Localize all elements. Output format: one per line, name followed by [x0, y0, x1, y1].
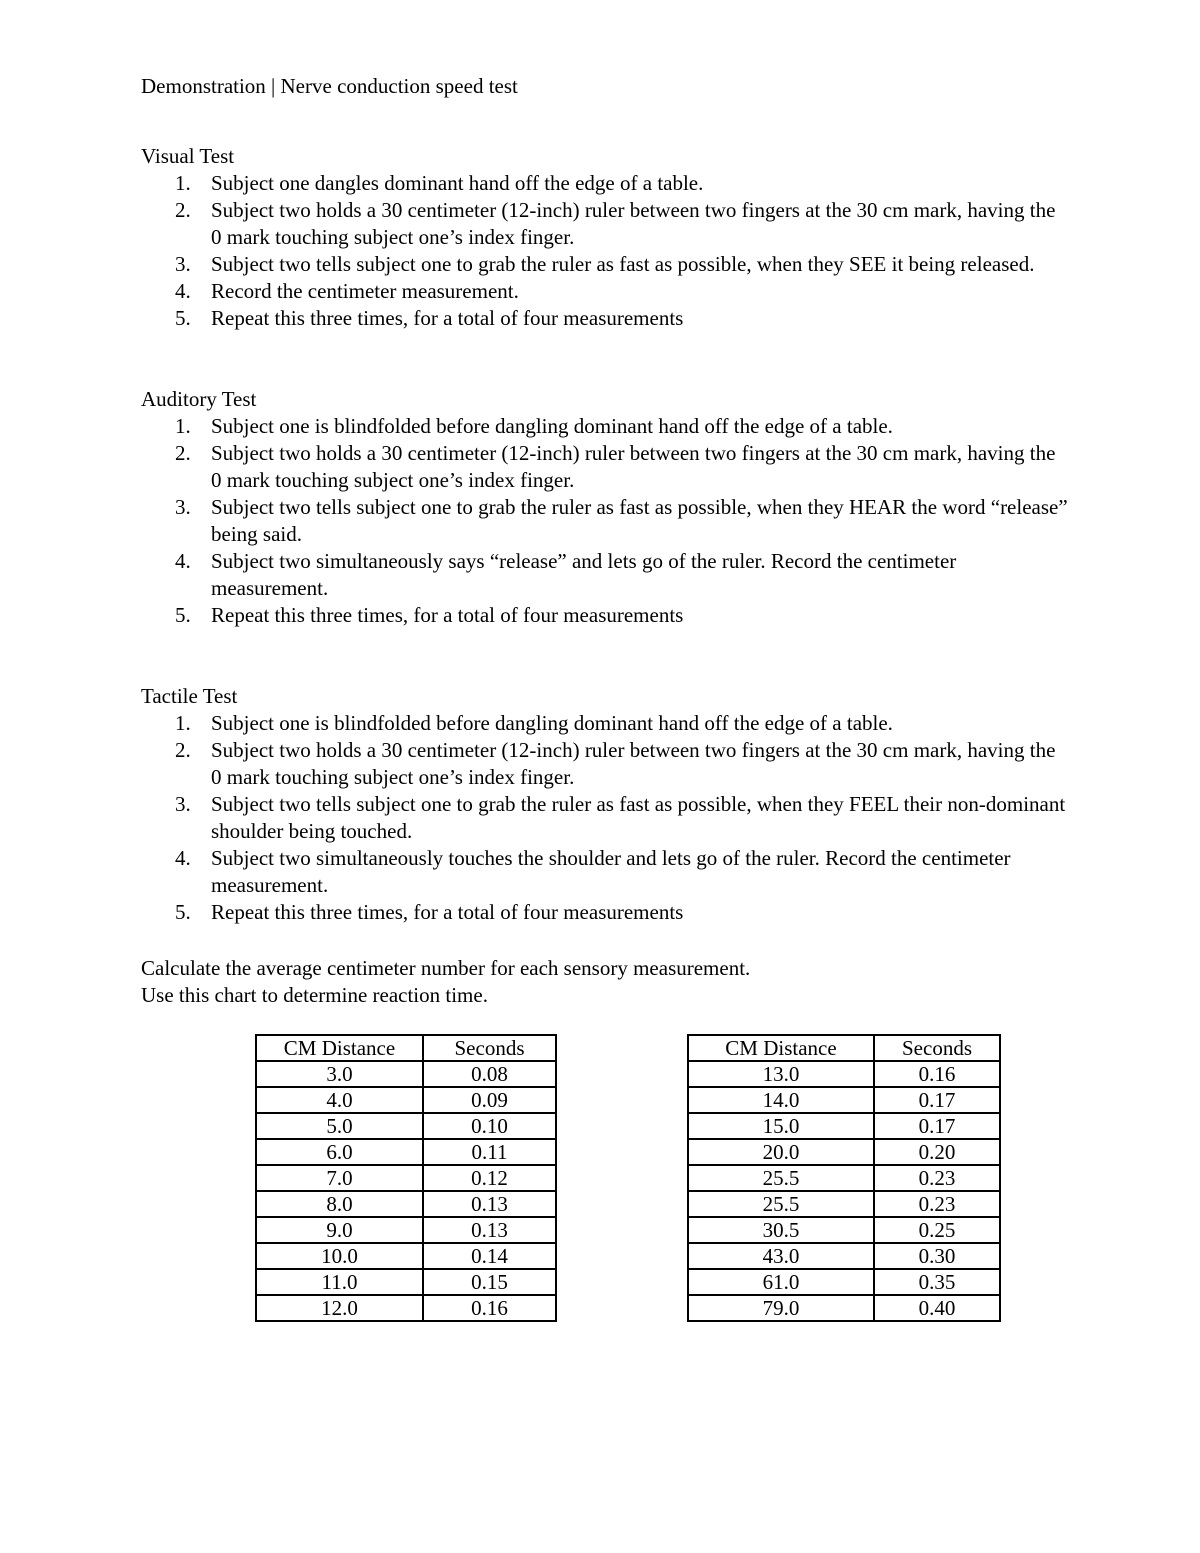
calculation-line: Calculate the average centimeter number for each sensory measurement.: [141, 956, 751, 980]
column-header-seconds: Seconds: [423, 1035, 556, 1061]
auditory-test-section: [141, 386, 1101, 629]
step-number: 5.: [175, 900, 191, 924]
table-row: [688, 1061, 1000, 1087]
steps-list: [141, 170, 1101, 332]
seconds-cell: 0.35: [874, 1269, 1000, 1295]
seconds-cell: 0.11: [423, 1139, 556, 1165]
tactile-test-section: [141, 683, 1101, 926]
step-number: 1.: [175, 171, 191, 195]
table-row: [256, 1295, 556, 1321]
cm-cell: 25.5: [688, 1165, 874, 1191]
cm-cell: 4.0: [256, 1087, 423, 1113]
step-text: Subject two simultaneously touches the shoulder and lets go of the ruler. Record the centimeter measurement.: [211, 846, 1011, 897]
list-item: [141, 548, 1071, 602]
step-text: Subject one dangles dominant hand off the edge of a table.: [211, 171, 704, 195]
table-row: [256, 1269, 556, 1295]
document-title: Demonstration | Nerve conduction speed test: [141, 74, 518, 98]
seconds-cell: 0.23: [874, 1191, 1000, 1217]
column-header-cm-distance: CM Distance: [688, 1035, 874, 1061]
table-header-row: [256, 1035, 556, 1061]
seconds-cell: 0.12: [423, 1165, 556, 1191]
seconds-cell: 0.20: [874, 1139, 1000, 1165]
seconds-cell: 0.16: [874, 1061, 1000, 1087]
table-row: [688, 1243, 1000, 1269]
seconds-cell: 0.10: [423, 1113, 556, 1139]
cm-cell: 30.5: [688, 1217, 874, 1243]
calculation-instructions: [141, 955, 1041, 1009]
table-row: [256, 1217, 556, 1243]
list-item: [141, 602, 1071, 629]
seconds-cell: 0.30: [874, 1243, 1000, 1269]
cm-cell: 9.0: [256, 1217, 423, 1243]
cm-cell: 79.0: [688, 1295, 874, 1321]
table-row: [688, 1087, 1000, 1113]
seconds-cell: 0.16: [423, 1295, 556, 1321]
step-number: 2.: [175, 738, 191, 762]
step-number: 1.: [175, 711, 191, 735]
list-item: [141, 251, 1071, 278]
calculation-line: Use this chart to determine reaction time.: [141, 983, 488, 1007]
list-item: [141, 899, 1071, 926]
seconds-cell: 0.17: [874, 1113, 1000, 1139]
step-number: 5.: [175, 603, 191, 627]
step-number: 3.: [175, 495, 191, 519]
seconds-cell: 0.15: [423, 1269, 556, 1295]
step-number: 3.: [175, 792, 191, 816]
step-text: Record the centimeter measurement.: [211, 279, 519, 303]
table-row: [256, 1087, 556, 1113]
list-item: [141, 791, 1071, 845]
step-text: Subject two tells subject one to grab the ruler as fast as possible, when they FEEL their non-dominant shoulder being touched.: [211, 792, 1066, 843]
seconds-cell: 0.13: [423, 1217, 556, 1243]
list-item: [141, 170, 1071, 197]
step-number: 5.: [175, 306, 191, 330]
step-text: Subject two tells subject one to grab the ruler as fast as possible, when they HEAR the word “release” being said.: [211, 495, 1068, 546]
step-number: 4.: [175, 549, 191, 573]
step-text: Subject two simultaneously says “release” and lets go of the ruler. Record the centimeter measurement.: [211, 549, 957, 600]
list-item: [141, 440, 1071, 494]
table-row: [688, 1191, 1000, 1217]
cm-cell: 5.0: [256, 1113, 423, 1139]
table-row: [688, 1217, 1000, 1243]
cm-cell: 12.0: [256, 1295, 423, 1321]
reaction-time-table-right: [687, 1034, 1001, 1322]
cm-cell: 8.0: [256, 1191, 423, 1217]
step-text: Subject two holds a 30 centimeter (12-inch) ruler between two fingers at the 30 cm mark, having the 0 mark touching subject one’s index finger.: [211, 198, 1056, 249]
step-text: Subject one is blindfolded before dangling dominant hand off the edge of a table.: [211, 711, 893, 735]
list-item: [141, 305, 1071, 332]
steps-list: [141, 413, 1101, 629]
list-item: [141, 710, 1071, 737]
section-heading: Auditory Test: [141, 387, 257, 411]
visual-test-section: [141, 143, 1101, 332]
seconds-cell: 0.40: [874, 1295, 1000, 1321]
step-number: 4.: [175, 279, 191, 303]
cm-cell: 15.0: [688, 1113, 874, 1139]
section-heading: Visual Test: [141, 144, 235, 168]
cm-cell: 7.0: [256, 1165, 423, 1191]
seconds-cell: 0.13: [423, 1191, 556, 1217]
cm-cell: 25.5: [688, 1191, 874, 1217]
table-header-row: [688, 1035, 1000, 1061]
table-row: [688, 1113, 1000, 1139]
cm-cell: 61.0: [688, 1269, 874, 1295]
step-text: Subject two holds a 30 centimeter (12-inch) ruler between two fingers at the 30 cm mark, having the 0 mark touching subject one’s index finger.: [211, 441, 1056, 492]
cm-cell: 14.0: [688, 1087, 874, 1113]
list-item: [141, 278, 1071, 305]
seconds-cell: 0.08: [423, 1061, 556, 1087]
reaction-time-table-left: [255, 1034, 557, 1322]
cm-cell: 6.0: [256, 1139, 423, 1165]
table-row: [688, 1295, 1000, 1321]
cm-cell: 43.0: [688, 1243, 874, 1269]
step-text: Subject one is blindfolded before dangling dominant hand off the edge of a table.: [211, 414, 893, 438]
table-row: [256, 1139, 556, 1165]
cm-cell: 13.0: [688, 1061, 874, 1087]
seconds-cell: 0.09: [423, 1087, 556, 1113]
list-item: [141, 737, 1071, 791]
list-item: [141, 197, 1071, 251]
step-number: 1.: [175, 414, 191, 438]
seconds-cell: 0.17: [874, 1087, 1000, 1113]
step-text: Subject two holds a 30 centimeter (12-inch) ruler between two fingers at the 30 cm mark, having the 0 mark touching subject one’s index finger.: [211, 738, 1056, 789]
cm-cell: 3.0: [256, 1061, 423, 1087]
table-row: [688, 1165, 1000, 1191]
column-header-seconds: Seconds: [874, 1035, 1000, 1061]
seconds-cell: 0.14: [423, 1243, 556, 1269]
cm-cell: 20.0: [688, 1139, 874, 1165]
list-item: [141, 413, 1071, 440]
step-number: 2.: [175, 441, 191, 465]
table-row: [256, 1113, 556, 1139]
column-header-cm-distance: CM Distance: [256, 1035, 423, 1061]
step-number: 4.: [175, 846, 191, 870]
seconds-cell: 0.25: [874, 1217, 1000, 1243]
table-row: [688, 1269, 1000, 1295]
steps-list: [141, 710, 1101, 926]
table-row: [688, 1139, 1000, 1165]
table-row: [256, 1165, 556, 1191]
seconds-cell: 0.23: [874, 1165, 1000, 1191]
list-item: [141, 845, 1071, 899]
cm-cell: 11.0: [256, 1269, 423, 1295]
step-number: 3.: [175, 252, 191, 276]
step-text: Subject two tells subject one to grab the ruler as fast as possible, when they SEE it being released.: [211, 252, 1035, 276]
step-text: Repeat this three times, for a total of four measurements: [211, 603, 684, 627]
list-item: [141, 494, 1071, 548]
step-text: Repeat this three times, for a total of four measurements: [211, 306, 684, 330]
step-number: 2.: [175, 198, 191, 222]
table-row: [256, 1191, 556, 1217]
section-heading: Tactile Test: [141, 684, 238, 708]
step-text: Repeat this three times, for a total of four measurements: [211, 900, 684, 924]
cm-cell: 10.0: [256, 1243, 423, 1269]
table-row: [256, 1061, 556, 1087]
table-row: [256, 1243, 556, 1269]
